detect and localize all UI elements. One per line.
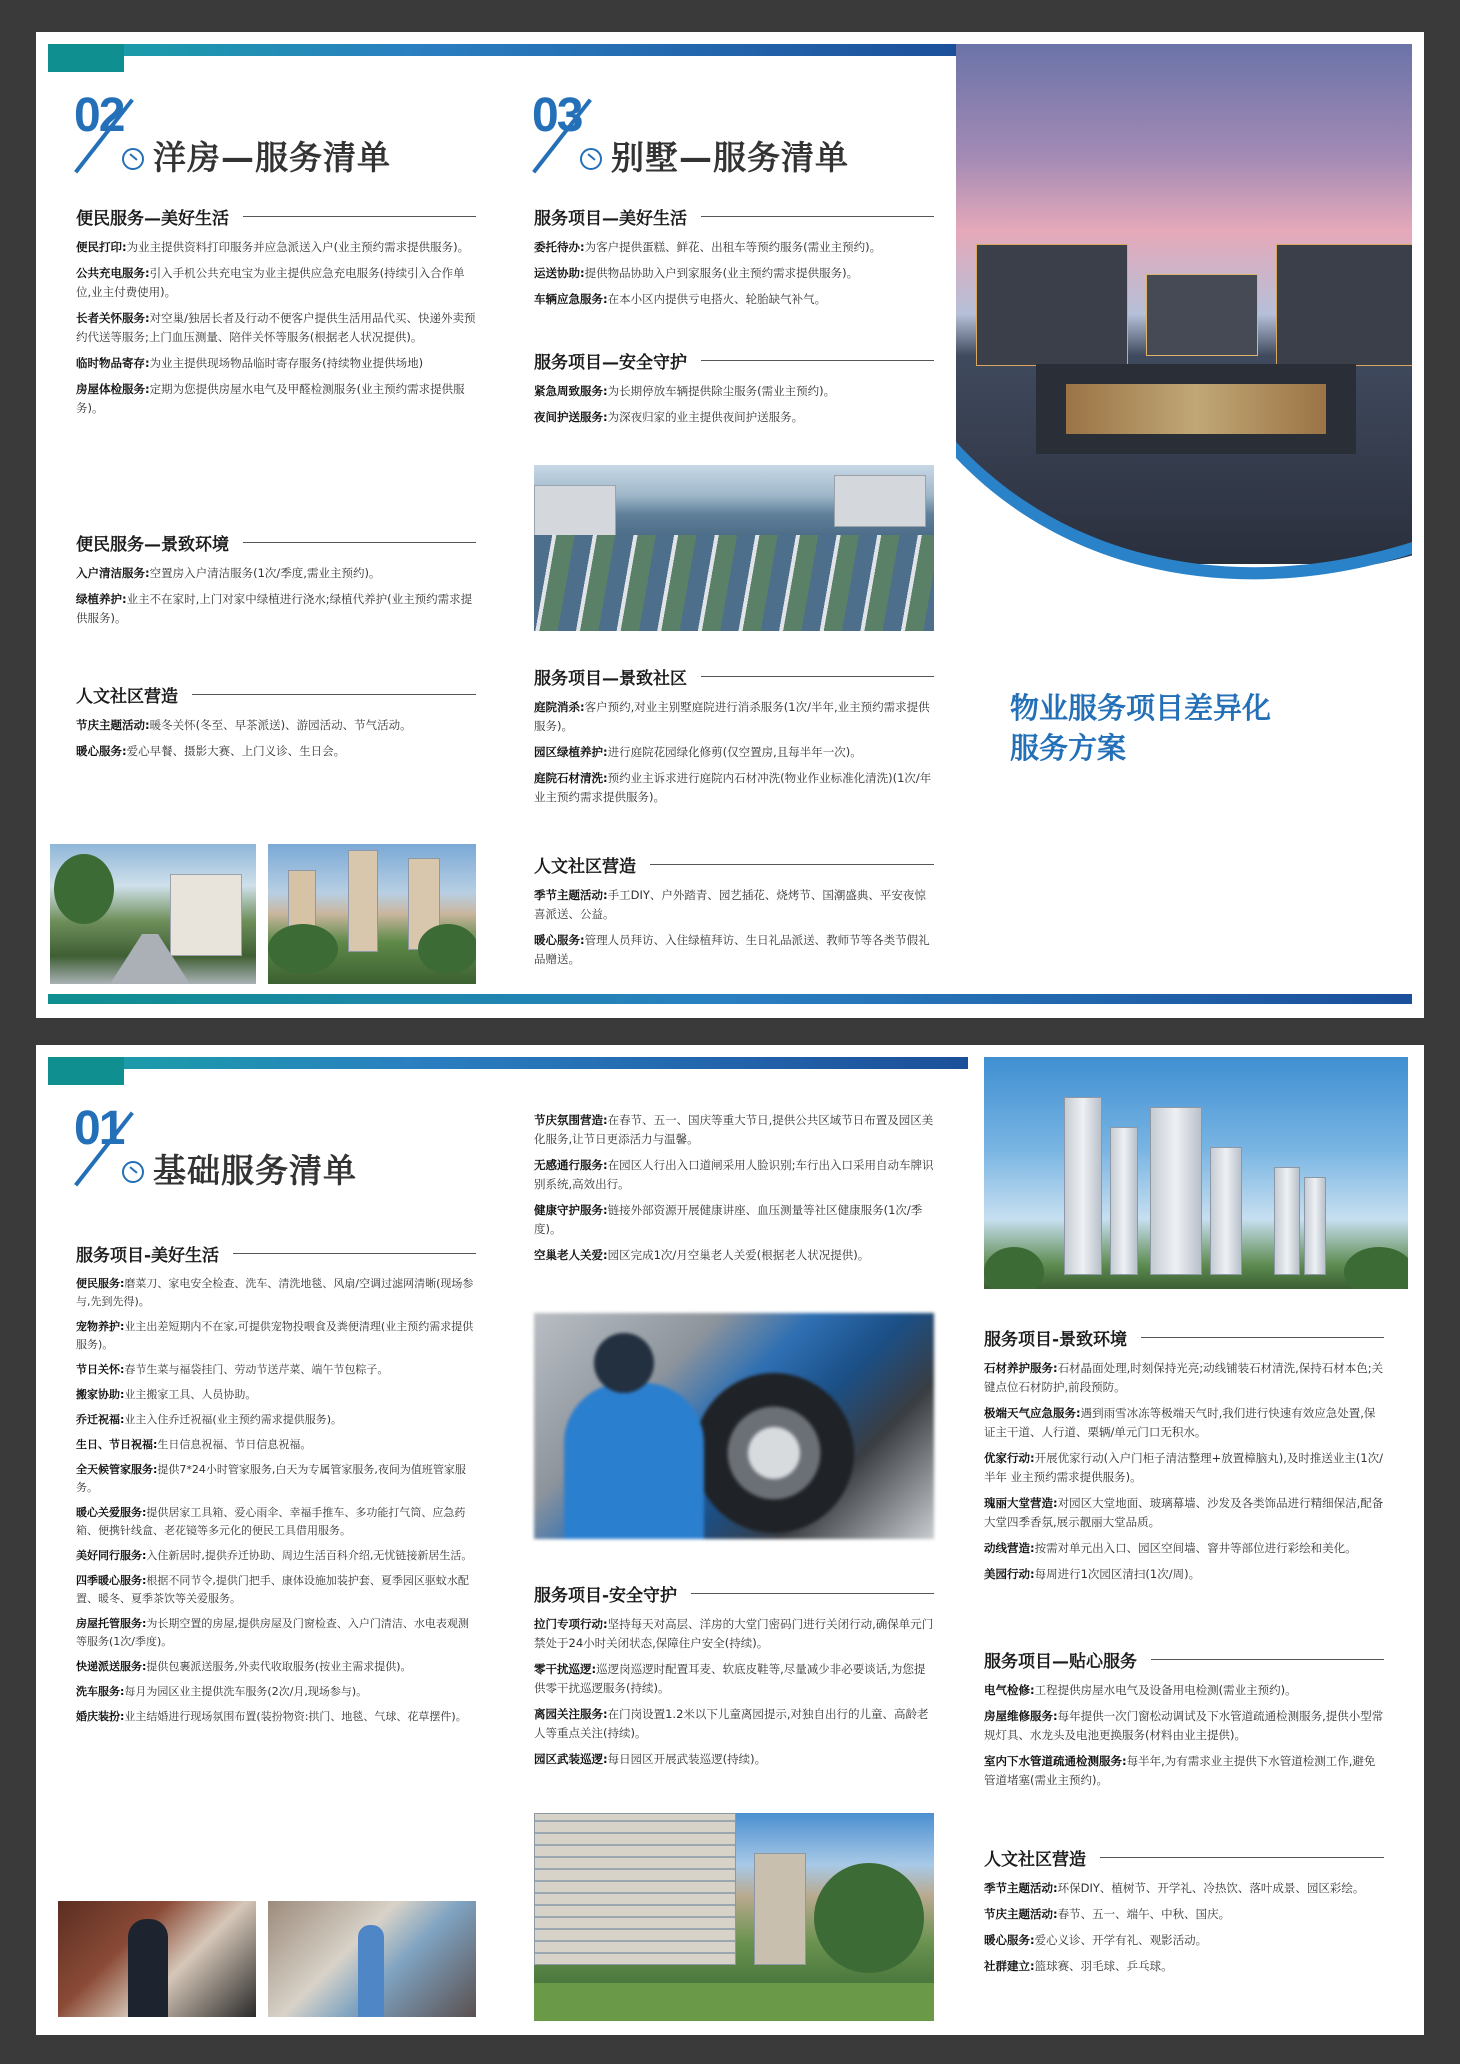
service-item-desc: 进行庭院花园绿化修剪(仅空置房,且每半年一次)。 <box>607 745 862 759</box>
panel-number: 01 <box>74 1102 124 1155</box>
service-item-label: 空巢老人关爱: <box>534 1248 608 1262</box>
section-header <box>76 530 476 555</box>
service-item-desc: 对空巢/独居长者及行动不便客户提供生活用品代买、快递外卖预约代送等服务;上门血压测量、陪伴关怀等服务(根据老人状况提供)。 <box>76 311 476 344</box>
service-item <box>984 1539 1386 1558</box>
service-item-desc: 在春节、五一、国庆等重大节日,提供公共区域节日布置及园区美化服务,让节日更添活力与温馨。 <box>534 1113 934 1146</box>
service-item-label: 拉门专项行动: <box>534 1617 608 1631</box>
service-item-label: 电气检修: <box>984 1683 1035 1697</box>
section-items <box>534 1615 936 1776</box>
service-item-desc: 为深夜归家的业主提供夜间护送服务。 <box>607 410 804 424</box>
brochure-sheet-inner <box>36 1045 1424 2035</box>
section-title: 服务项目-景致环境 <box>984 1330 1128 1350</box>
service-item-label: 社群建立: <box>984 1959 1035 1973</box>
service-item <box>534 1156 936 1194</box>
service-item <box>76 354 478 373</box>
panel-title: 别墅—服务清单 <box>611 138 849 177</box>
service-item <box>76 264 478 302</box>
section-header <box>534 204 934 229</box>
service-item-desc: 对园区大堂地面、玻璃幕墙、沙发及各类饰品进行精细保洁,配备大堂四季香氛,展示靓丽大堂品质。 <box>984 1496 1384 1529</box>
service-item-desc: 提供包裹派送服务,外卖代收取服务(按业主需求提供)。 <box>146 1660 412 1673</box>
service-item-desc: 春节、五一、端午、中秋、国庆。 <box>1057 1907 1231 1921</box>
service-item <box>76 1683 478 1701</box>
section-header <box>534 1581 934 1606</box>
service-item <box>534 408 936 427</box>
service-item <box>76 1411 478 1429</box>
service-item-desc: 每半年,为有需求业主提供下水管道检测工作,避免管道堵塞(需业主预约)。 <box>984 1754 1376 1787</box>
service-item <box>76 1386 478 1404</box>
panel-number: 03 <box>532 89 582 142</box>
service-item-desc: 开展优家行动(入户门柜子清洁整理+放置樟脑丸),及时推送业主(1次/半年 业主预约需求提供服务)。 <box>984 1451 1384 1484</box>
brochure-sheet-outer <box>36 32 1424 1018</box>
service-item-desc: 管理人员拜访、入住绿植拜访、生日礼品派送、教师节等各类节假礼品赠送。 <box>534 933 930 966</box>
section-title: 服务项目-美好生活 <box>76 1246 220 1266</box>
section-header <box>76 682 476 707</box>
service-item-desc: 生日信息祝福、节日信息祝福。 <box>157 1438 312 1451</box>
service-item <box>76 1461 478 1497</box>
service-item <box>534 1660 936 1698</box>
service-item-label: 乔迁祝福: <box>76 1413 125 1426</box>
service-item <box>76 380 478 418</box>
service-item <box>76 1615 478 1651</box>
service-item-desc: 石材晶面处理,时刻保持光亮;动线铺装石材清洗,保持石材本色;关键点位石材防护,前段预防。 <box>984 1361 1384 1394</box>
service-item-label: 车辆应急服务: <box>534 292 608 306</box>
service-item-label: 搬家协助: <box>76 1388 125 1401</box>
service-item <box>984 1879 1386 1898</box>
service-item-label: 委托待办: <box>534 240 585 254</box>
service-item-label: 庭院石材清洗: <box>534 771 608 785</box>
car-wash-photo <box>534 1313 934 1539</box>
service-item-desc: 业主搬家工具、人员协助。 <box>124 1388 257 1401</box>
service-item-label: 公共充电服务: <box>76 266 150 280</box>
service-item <box>76 590 478 628</box>
service-item-label: 房屋体检服务: <box>76 382 150 396</box>
villa-aerial-photo <box>534 465 934 631</box>
section-title: 服务项目—安全守护 <box>534 353 687 373</box>
panel-number: 02 <box>74 89 124 142</box>
section-header <box>984 1647 1384 1672</box>
service-item-label: 入户清洁服务: <box>76 566 150 580</box>
service-item-desc: 在门岗设置1.2米以下儿童离园提示,对独自出行的儿童、高龄老人等重点关注(持续)。 <box>534 1707 929 1740</box>
service-item-label: 便民服务: <box>76 1277 125 1290</box>
service-item <box>534 931 936 969</box>
service-item-desc: 每日园区开展武装巡逻(持续)。 <box>607 1752 767 1766</box>
service-item <box>76 1547 478 1565</box>
panel-title: 洋房—服务清单 <box>153 138 391 177</box>
service-item-label: 瑰丽大堂营造: <box>984 1496 1058 1510</box>
service-item <box>76 1361 478 1379</box>
service-item-desc: 链接外部资源开展健康讲座、血压测量等社区健康服务(1次/季度)。 <box>534 1203 923 1236</box>
service-item <box>984 1681 1386 1700</box>
service-item-desc: 巡逻岗巡逻时配置耳麦、软底皮鞋等,尽量减少非必要谈话,为您提供零干扰巡逻服务(持续)。 <box>534 1662 926 1695</box>
section-items <box>984 1879 1386 1983</box>
service-item-label: 无感通行服务: <box>534 1158 608 1172</box>
service-item-desc: 入住新居时,提供乔迁协助、周边生活百科介绍,无忧链接新居生活。 <box>146 1549 473 1562</box>
service-item <box>534 1201 936 1239</box>
service-item <box>984 1449 1386 1487</box>
service-item <box>534 1111 936 1149</box>
service-item-label: 季节主题活动: <box>534 888 608 902</box>
service-item <box>984 1404 1386 1442</box>
service-item-label: 健康守护服务: <box>534 1203 608 1217</box>
service-item-desc: 暖冬关怀(冬至、早茶派送)、游园活动、节气活动。 <box>149 718 412 732</box>
service-item-label: 优家行动: <box>984 1451 1035 1465</box>
section-header <box>76 1241 476 1266</box>
panel-villa-service <box>494 32 954 1018</box>
section-title: 服务项目-安全守护 <box>534 1586 678 1606</box>
section-items <box>76 564 478 635</box>
service-item <box>76 309 478 347</box>
service-item-label: 房屋托管服务: <box>76 1617 147 1630</box>
service-item-label: 暖心关爱服务: <box>76 1506 147 1519</box>
section-title: 人文社区营造 <box>76 687 178 707</box>
service-item-desc: 在园区人行出入口道闸采用人脸识别;车行出入口采用自动车牌识别系统,高效出行。 <box>534 1158 934 1191</box>
service-item-label: 园区绿植养护: <box>534 745 608 759</box>
arrow-circle-icon <box>122 148 144 170</box>
service-item-label: 运送协助: <box>534 266 585 280</box>
service-item-label: 庭院消杀: <box>534 700 585 714</box>
service-item-desc: 引入手机公共充电宝为业主提供应急充电服务(持续引入合作单位,业主付费使用)。 <box>76 266 465 299</box>
service-item-label: 长者关怀服务: <box>76 311 150 325</box>
panel-house-service <box>36 32 496 1018</box>
service-item <box>534 698 936 736</box>
service-item-desc: 提供7*24小时管家服务,白天为专属管家服务,夜间为值班管家服务。 <box>76 1463 466 1494</box>
section-title: 服务项目—贴心服务 <box>984 1652 1137 1672</box>
service-item-label: 暖心服务: <box>534 933 585 947</box>
service-item-desc: 提供居家工具箱、爱心雨伞、幸福手推车、多功能打气筒、应急药箱、便携针线盒、老花镜等多元化的便民工具借用服务。 <box>76 1506 466 1537</box>
service-item-label: 夜间护送服务: <box>534 410 608 424</box>
service-item-desc: 预约业主诉求进行庭院内石材冲洗(物业作业标准化清洗)(1次/年业主预约需求提供服务)。 <box>534 771 932 804</box>
service-item <box>76 1658 478 1676</box>
service-item <box>534 1750 936 1769</box>
panel-environment-service <box>956 1045 1424 2035</box>
section-header <box>534 664 934 689</box>
service-item <box>534 1705 936 1743</box>
section-items <box>76 238 478 425</box>
section-title: 人文社区营造 <box>534 857 636 877</box>
service-item-desc: 客户预约,对业主别墅庭院进行消杀服务(1次/半年,业主预约需求提供服务)。 <box>534 700 930 733</box>
service-item-label: 暖心服务: <box>76 744 127 758</box>
service-item <box>76 1318 478 1354</box>
service-item <box>534 382 936 401</box>
service-item-desc: 业主出差短期内不在家,可提供宠物投喂食及粪便清理(业主预约需求提供服务)。 <box>76 1320 474 1351</box>
service-item <box>76 564 478 583</box>
arrow-circle-icon <box>580 148 602 170</box>
courtyard-photo <box>534 1813 934 2021</box>
service-item-desc: 定期为您提供房屋水电气及甲醛检测服务(业主预约需求提供服务)。 <box>76 382 465 415</box>
service-item-desc: 业主不在家时,上门对家中绿植进行浇水;绿植代养护(业主预约需求提供服务)。 <box>76 592 473 625</box>
service-item-label: 极端天气应急服务: <box>984 1406 1081 1420</box>
service-item-label: 洗车服务: <box>76 1685 125 1698</box>
section-items <box>76 1275 478 1733</box>
service-item <box>534 264 936 283</box>
service-item-label: 房屋维修服务: <box>984 1709 1058 1723</box>
service-item-label: 节庆主题活动: <box>76 718 150 732</box>
service-item-desc: 遇到雨雪冰冻等极端天气时,我们进行快速有效应急处置,保证主干道、人行道、栗辆/单元门口无积水。 <box>984 1406 1376 1439</box>
service-item <box>984 1494 1386 1532</box>
service-item-desc: 为客户提供蛋糕、鲜花、出租车等预约服务(需业主预约)。 <box>584 240 882 254</box>
service-item-label: 园区武装巡逻: <box>534 1752 608 1766</box>
service-item-desc: 坚持每天对高层、洋房的大堂门密码门进行关闭行动,确保单元门禁处于24小时关闭状态,保障住户安全(持续)。 <box>534 1617 934 1650</box>
residential-garden-photo <box>268 844 476 984</box>
service-item-label: 宠物养护: <box>76 1320 125 1333</box>
service-item-desc: 每月为园区业主提供洗车服务(2次/月,现场参与)。 <box>124 1685 368 1698</box>
service-item <box>984 1957 1386 1976</box>
section-header <box>76 204 476 229</box>
section-title: 服务项目—美好生活 <box>534 209 687 229</box>
service-item <box>984 1565 1386 1584</box>
service-item-desc: 手工DIY、户外踏青、园艺插花、烧烤节、国潮盛典、平安夜惊喜派送、公益。 <box>534 888 926 921</box>
service-item-label: 节庆主题活动: <box>984 1907 1058 1921</box>
service-item-desc: 篮球赛、羽毛球、乒乓球。 <box>1034 1959 1173 1973</box>
service-item-label: 石材养护服务: <box>984 1361 1058 1375</box>
service-item-desc: 业主入住乔迁祝福(业主预约需求提供服务)。 <box>124 1413 342 1426</box>
service-item-label: 临时物品寄存: <box>76 356 150 370</box>
service-item <box>984 1359 1386 1397</box>
section-header <box>984 1845 1384 1870</box>
service-item-label: 便民打印: <box>76 240 127 254</box>
service-item <box>76 742 478 761</box>
panel-title: 基础服务清单 <box>153 1151 357 1190</box>
service-item-label: 快递派送服务: <box>76 1660 147 1673</box>
service-item-desc: 环保DIY、植树节、开学礼、冷热饮、落叶成景、园区彩绘。 <box>1057 1881 1365 1895</box>
service-item-label: 美好同行服务: <box>76 1549 147 1562</box>
service-item-label: 零干扰巡逻: <box>534 1662 597 1676</box>
service-item-desc: 根据不同节令,提供门把手、康体设施加装护套、夏季园区驱蚊水配置、暖冬、夏季茶饮等关爱服务。 <box>76 1574 469 1605</box>
service-item <box>76 1708 478 1726</box>
service-item-desc: 为长期空置的房屋,提供房屋及门窗检查、入户门清洁、水电表观测等服务(1次/季度)。 <box>76 1617 469 1648</box>
service-item <box>534 886 936 924</box>
arrow-circle-icon <box>122 1161 144 1183</box>
service-item-label: 美园行动: <box>984 1567 1035 1581</box>
service-item-desc: 在本小区内提供亏电搭火、轮胎缺气补气。 <box>607 292 827 306</box>
service-item <box>534 743 936 762</box>
service-item-label: 全天候管家服务: <box>76 1463 158 1476</box>
section-items <box>534 886 936 976</box>
service-item-label: 绿植养护: <box>76 592 127 606</box>
service-item-label: 离园关注服务: <box>534 1707 608 1721</box>
service-item <box>76 1436 478 1454</box>
high-rise-photo <box>984 1057 1408 1289</box>
section-header <box>534 852 934 877</box>
service-item-label: 动线营造: <box>984 1541 1035 1555</box>
section-title: 服务项目—景致社区 <box>534 669 687 689</box>
panel-cover <box>956 32 1424 1018</box>
service-item <box>984 1905 1386 1924</box>
service-item-label: 婚庆装扮: <box>76 1710 125 1723</box>
section-title: 便民服务—景致环境 <box>76 535 229 555</box>
cover-slogan-line1: 物业服务项目差异化 <box>1010 691 1272 725</box>
service-item-label: 紧急周致服务: <box>534 384 608 398</box>
garden-path-photo <box>50 844 256 984</box>
service-item <box>76 716 478 735</box>
service-item-desc: 磨菜刀、家电安全检查、洗车、清洗地毯、风扇/空调过滤网清晰(现场参与,先到先得)。 <box>76 1277 474 1308</box>
service-item-label: 室内下水管道疏通检测服务: <box>984 1754 1127 1768</box>
service-item-desc: 春节生菜与福袋挂门、劳动节送芹菜、端午节包粽子。 <box>124 1363 389 1376</box>
cleaning-service-photo <box>268 1901 476 2017</box>
service-item-desc: 业主结婚进行现场氛围布置(装扮物资:拱门、地毯、气球、花草摆件)。 <box>124 1710 467 1723</box>
service-item <box>984 1752 1386 1790</box>
section-title: 便民服务—美好生活 <box>76 209 229 229</box>
section-items <box>984 1681 1386 1797</box>
service-item <box>534 769 936 807</box>
service-item-desc: 为长期停放车辆提供除尘服务(需业主预约)。 <box>607 384 836 398</box>
service-item-label: 节日关怀: <box>76 1363 125 1376</box>
service-item-label: 四季暖心服务: <box>76 1574 147 1587</box>
service-item-desc: 为业主提供资料打印服务并应急派送入户(业主预约需求提供服务)。 <box>126 240 470 254</box>
section-items <box>534 238 936 316</box>
service-item <box>76 238 478 257</box>
section-items <box>534 382 936 434</box>
section-header <box>984 1325 1384 1350</box>
service-item-desc: 爱心早餐、摄影大赛、上门义诊、生日会。 <box>126 744 346 758</box>
service-item <box>534 290 936 309</box>
section-items <box>534 1111 936 1272</box>
service-item-desc: 园区完成1次/月空巢老人关爱(根据老人状况提供)。 <box>607 1248 870 1262</box>
section-header <box>534 348 934 373</box>
service-item-desc: 工程提供房屋水电气及设备用电检测(需业主预约)。 <box>1034 1683 1297 1697</box>
service-item <box>984 1707 1386 1745</box>
panel-basic-service-cont <box>494 1045 954 2035</box>
service-item-desc: 每周进行1次园区清扫(1次/周)。 <box>1034 1567 1201 1581</box>
section-items <box>984 1359 1386 1591</box>
service-item-desc: 为业主提供现场物品临时寄存服务(持续物业提供场地) <box>149 356 424 370</box>
service-item <box>984 1931 1386 1950</box>
staff-service-photo <box>58 1901 256 2017</box>
service-item-desc: 爱心义诊、开学有礼、观影活动。 <box>1034 1933 1208 1947</box>
service-item-desc: 每年提供一次门窗松动调试及下水管道疏通检测服务,提供小型常规灯具、水龙头及电池更换服务(材料由业主提供)。 <box>984 1709 1384 1742</box>
service-item-desc: 按需对单元出入口、园区空间墙、窨井等部位进行彩绘和美化。 <box>1034 1541 1357 1555</box>
service-item-label: 节庆氛围营造: <box>534 1113 608 1127</box>
blue-wave-decoration <box>956 412 1424 582</box>
service-item <box>76 1504 478 1540</box>
service-item <box>76 1572 478 1608</box>
section-title: 人文社区营造 <box>984 1850 1086 1870</box>
service-item <box>534 1615 936 1653</box>
section-items <box>76 716 478 768</box>
service-item-desc: 提供物品协助入户到家服务(业主预约需求提供服务)。 <box>584 266 859 280</box>
service-item <box>76 1275 478 1311</box>
service-item <box>534 238 936 257</box>
service-item-label: 季节主题活动: <box>984 1881 1058 1895</box>
section-items <box>534 698 936 814</box>
service-item-label: 暖心服务: <box>984 1933 1035 1947</box>
cover-slogan-line2: 服务方案 <box>1010 731 1127 765</box>
panel-basic-service <box>36 1045 496 2035</box>
service-item-label: 生日、节日祝福: <box>76 1438 158 1451</box>
service-item <box>534 1246 936 1265</box>
service-item-desc: 空置房入户清洁服务(1次/季度,需业主预约)。 <box>149 566 381 580</box>
